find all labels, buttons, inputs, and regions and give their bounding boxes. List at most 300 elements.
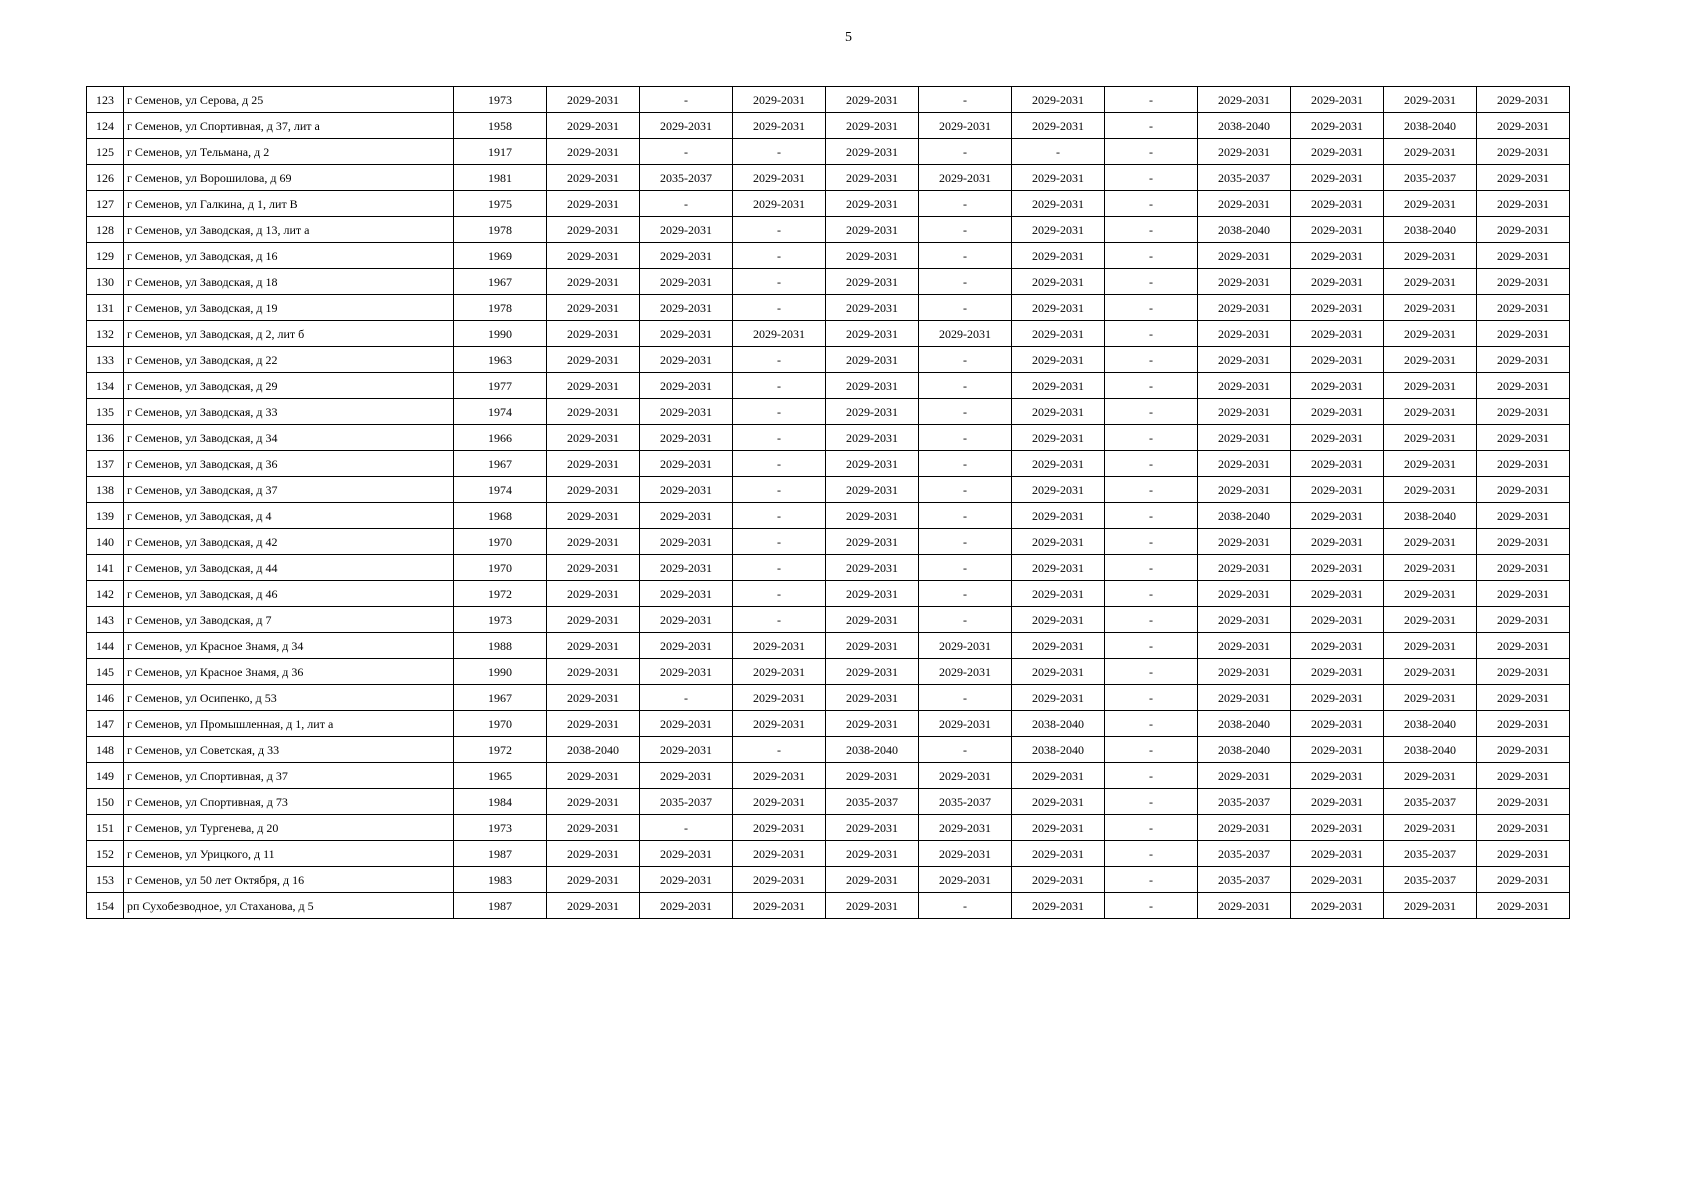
period-cell: 2029-2031 — [1477, 607, 1570, 633]
period-cell: - — [733, 217, 826, 243]
period-cell: 2029-2031 — [1291, 165, 1384, 191]
period-cell: 2029-2031 — [1384, 685, 1477, 711]
address-cell: г Семенов, ул Заводская, д 22 — [124, 347, 454, 373]
period-cell: 2029-2031 — [1012, 789, 1105, 815]
table-row — [87, 295, 1570, 321]
year-cell: 1969 — [454, 243, 547, 269]
table-row — [87, 581, 1570, 607]
period-cell: 2038-2040 — [1198, 217, 1291, 243]
period-cell: - — [919, 373, 1012, 399]
period-cell: 2029-2031 — [547, 243, 640, 269]
period-cell: 2029-2031 — [1198, 763, 1291, 789]
period-cell: - — [733, 295, 826, 321]
row-number-cell: 127 — [87, 191, 124, 217]
row-number-cell: 153 — [87, 867, 124, 893]
period-cell: 2035-2037 — [640, 789, 733, 815]
period-cell: 2029-2031 — [640, 477, 733, 503]
address-cell: г Семенов, ул Урицкого, д 11 — [124, 841, 454, 867]
address-cell: г Семенов, ул Заводская, д 19 — [124, 295, 454, 321]
period-cell: 2029-2031 — [1384, 581, 1477, 607]
period-cell: - — [919, 217, 1012, 243]
period-cell: 2035-2037 — [919, 789, 1012, 815]
period-cell: 2035-2037 — [1198, 789, 1291, 815]
schedule-table — [86, 86, 1570, 919]
year-cell: 1968 — [454, 503, 547, 529]
period-cell: 2029-2031 — [1198, 659, 1291, 685]
period-cell: - — [1012, 139, 1105, 165]
period-cell: 2029-2031 — [1012, 165, 1105, 191]
period-cell: - — [1105, 503, 1198, 529]
period-cell: - — [919, 607, 1012, 633]
table-row — [87, 685, 1570, 711]
period-cell: 2029-2031 — [826, 113, 919, 139]
period-cell: 2029-2031 — [826, 425, 919, 451]
year-cell: 1990 — [454, 659, 547, 685]
period-cell: 2029-2031 — [1291, 217, 1384, 243]
period-cell: 2029-2031 — [733, 659, 826, 685]
period-cell: 2029-2031 — [826, 503, 919, 529]
period-cell: 2029-2031 — [547, 191, 640, 217]
period-cell: - — [1105, 191, 1198, 217]
row-number-cell: 142 — [87, 581, 124, 607]
year-cell: 1981 — [454, 165, 547, 191]
period-cell: 2029-2031 — [640, 529, 733, 555]
period-cell: 2029-2031 — [1477, 503, 1570, 529]
period-cell: 2029-2031 — [1012, 425, 1105, 451]
period-cell: - — [1105, 425, 1198, 451]
period-cell: 2029-2031 — [1384, 815, 1477, 841]
period-cell: 2029-2031 — [1477, 659, 1570, 685]
period-cell: 2029-2031 — [919, 867, 1012, 893]
period-cell: - — [919, 347, 1012, 373]
period-cell: 2029-2031 — [640, 425, 733, 451]
period-cell: 2029-2031 — [1291, 451, 1384, 477]
table-row — [87, 321, 1570, 347]
row-number-cell: 137 — [87, 451, 124, 477]
address-cell: г Семенов, ул Заводская, д 46 — [124, 581, 454, 607]
period-cell: 2029-2031 — [1477, 451, 1570, 477]
period-cell: 2029-2031 — [547, 113, 640, 139]
row-number-cell: 124 — [87, 113, 124, 139]
year-cell: 1988 — [454, 633, 547, 659]
period-cell: - — [733, 347, 826, 373]
period-cell: 2029-2031 — [1291, 243, 1384, 269]
period-cell: 2029-2031 — [1198, 607, 1291, 633]
period-cell: 2029-2031 — [547, 789, 640, 815]
period-cell: 2029-2031 — [733, 815, 826, 841]
period-cell: 2029-2031 — [1477, 477, 1570, 503]
table-row — [87, 399, 1570, 425]
period-cell: - — [1105, 711, 1198, 737]
year-cell: 1967 — [454, 451, 547, 477]
period-cell: - — [733, 243, 826, 269]
period-cell: - — [919, 87, 1012, 113]
table-row — [87, 269, 1570, 295]
row-number-cell: 126 — [87, 165, 124, 191]
row-number-cell: 134 — [87, 373, 124, 399]
year-cell: 1967 — [454, 685, 547, 711]
table-row — [87, 217, 1570, 243]
period-cell: 2029-2031 — [1291, 867, 1384, 893]
period-cell: 2029-2031 — [826, 373, 919, 399]
table-row — [87, 425, 1570, 451]
year-cell: 1990 — [454, 321, 547, 347]
table-row — [87, 373, 1570, 399]
period-cell: 2029-2031 — [1012, 347, 1105, 373]
period-cell: 2029-2031 — [826, 477, 919, 503]
period-cell: - — [733, 451, 826, 477]
table-row — [87, 867, 1570, 893]
period-cell: - — [640, 87, 733, 113]
year-cell: 1973 — [454, 815, 547, 841]
period-cell: 2029-2031 — [1012, 555, 1105, 581]
period-cell: 2029-2031 — [733, 841, 826, 867]
table-row — [87, 113, 1570, 139]
period-cell: 2029-2031 — [547, 581, 640, 607]
period-cell: - — [1105, 555, 1198, 581]
table-row — [87, 191, 1570, 217]
period-cell: 2029-2031 — [640, 893, 733, 919]
period-cell: 2029-2031 — [1198, 347, 1291, 373]
address-cell: г Семенов, ул Красное Знамя, д 34 — [124, 633, 454, 659]
period-cell: 2029-2031 — [547, 685, 640, 711]
period-cell: 2029-2031 — [547, 451, 640, 477]
period-cell: 2038-2040 — [1198, 711, 1291, 737]
period-cell: - — [733, 425, 826, 451]
period-cell: 2029-2031 — [1012, 867, 1105, 893]
period-cell: 2029-2031 — [1291, 763, 1384, 789]
period-cell: 2029-2031 — [1291, 789, 1384, 815]
period-cell: 2029-2031 — [733, 763, 826, 789]
period-cell: 2029-2031 — [1384, 477, 1477, 503]
row-number-cell: 138 — [87, 477, 124, 503]
period-cell: - — [1105, 841, 1198, 867]
period-cell: 2029-2031 — [1477, 867, 1570, 893]
period-cell: 2038-2040 — [1198, 737, 1291, 763]
period-cell: 2029-2031 — [640, 503, 733, 529]
period-cell: 2029-2031 — [1291, 685, 1384, 711]
period-cell: 2029-2031 — [1291, 607, 1384, 633]
period-cell: 2029-2031 — [547, 321, 640, 347]
period-cell: - — [1105, 165, 1198, 191]
period-cell: 2029-2031 — [1012, 893, 1105, 919]
row-number-cell: 145 — [87, 659, 124, 685]
period-cell: 2029-2031 — [733, 867, 826, 893]
period-cell: 2029-2031 — [1291, 87, 1384, 113]
year-cell: 1972 — [454, 737, 547, 763]
period-cell: 2029-2031 — [1384, 633, 1477, 659]
table-row — [87, 893, 1570, 919]
year-cell: 1963 — [454, 347, 547, 373]
period-cell: - — [919, 893, 1012, 919]
period-cell: 2029-2031 — [1291, 477, 1384, 503]
period-cell: 2029-2031 — [1291, 399, 1384, 425]
period-cell: - — [1105, 815, 1198, 841]
period-cell: 2029-2031 — [1012, 503, 1105, 529]
period-cell: 2029-2031 — [547, 217, 640, 243]
period-cell: 2038-2040 — [1384, 217, 1477, 243]
period-cell: - — [733, 607, 826, 633]
period-cell: 2029-2031 — [1012, 269, 1105, 295]
period-cell: 2029-2031 — [547, 295, 640, 321]
period-cell: - — [919, 295, 1012, 321]
period-cell: 2029-2031 — [1384, 87, 1477, 113]
period-cell: - — [919, 477, 1012, 503]
period-cell: 2029-2031 — [826, 607, 919, 633]
period-cell: - — [919, 503, 1012, 529]
period-cell: 2029-2031 — [733, 633, 826, 659]
period-cell: - — [919, 269, 1012, 295]
period-cell: 2029-2031 — [1291, 737, 1384, 763]
period-cell: 2029-2031 — [547, 139, 640, 165]
period-cell: - — [1105, 867, 1198, 893]
period-cell: 2029-2031 — [1477, 321, 1570, 347]
address-cell: г Семенов, ул Заводская, д 29 — [124, 373, 454, 399]
period-cell: 2029-2031 — [547, 867, 640, 893]
year-cell: 1983 — [454, 867, 547, 893]
period-cell: 2029-2031 — [1477, 711, 1570, 737]
period-cell: 2029-2031 — [1198, 477, 1291, 503]
table-row — [87, 243, 1570, 269]
period-cell: 2035-2037 — [1384, 841, 1477, 867]
period-cell: 2038-2040 — [1012, 711, 1105, 737]
period-cell: - — [919, 191, 1012, 217]
period-cell: - — [919, 139, 1012, 165]
address-cell: г Семенов, ул Тургенева, д 20 — [124, 815, 454, 841]
row-number-cell: 143 — [87, 607, 124, 633]
row-number-cell: 148 — [87, 737, 124, 763]
period-cell: 2029-2031 — [1198, 451, 1291, 477]
address-cell: г Семенов, ул Промышленная, д 1, лит а — [124, 711, 454, 737]
period-cell: 2029-2031 — [547, 763, 640, 789]
period-cell: 2029-2031 — [1477, 529, 1570, 555]
period-cell: 2035-2037 — [1384, 789, 1477, 815]
period-cell: 2029-2031 — [919, 165, 1012, 191]
period-cell: - — [1105, 529, 1198, 555]
period-cell: 2029-2031 — [1384, 451, 1477, 477]
period-cell: 2029-2031 — [640, 555, 733, 581]
period-cell: 2029-2031 — [547, 269, 640, 295]
period-cell: 2029-2031 — [1291, 373, 1384, 399]
period-cell: 2029-2031 — [1291, 581, 1384, 607]
period-cell: 2029-2031 — [919, 113, 1012, 139]
period-cell: 2029-2031 — [826, 243, 919, 269]
period-cell: 2029-2031 — [1291, 113, 1384, 139]
period-cell: 2029-2031 — [826, 217, 919, 243]
period-cell: 2029-2031 — [1384, 191, 1477, 217]
period-cell: 2029-2031 — [1198, 529, 1291, 555]
address-cell: г Семенов, ул Спортивная, д 37, лит а — [124, 113, 454, 139]
period-cell: 2029-2031 — [1198, 321, 1291, 347]
period-cell: 2029-2031 — [640, 607, 733, 633]
row-number-cell: 133 — [87, 347, 124, 373]
period-cell: 2029-2031 — [1291, 659, 1384, 685]
period-cell: 2035-2037 — [826, 789, 919, 815]
period-cell: 2029-2031 — [733, 113, 826, 139]
period-cell: - — [919, 529, 1012, 555]
period-cell: 2029-2031 — [1477, 373, 1570, 399]
period-cell: 2029-2031 — [547, 529, 640, 555]
address-cell: г Семенов, ул Красное Знамя, д 36 — [124, 659, 454, 685]
period-cell: 2029-2031 — [826, 347, 919, 373]
row-number-cell: 152 — [87, 841, 124, 867]
row-number-cell: 140 — [87, 529, 124, 555]
period-cell: 2029-2031 — [1477, 165, 1570, 191]
row-number-cell: 128 — [87, 217, 124, 243]
period-cell: 2029-2031 — [1012, 841, 1105, 867]
period-cell: 2029-2031 — [1291, 347, 1384, 373]
period-cell: 2029-2031 — [1198, 191, 1291, 217]
address-cell: рп Сухобезводное, ул Стаханова, д 5 — [124, 893, 454, 919]
address-cell: г Семенов, ул Галкина, д 1, лит В — [124, 191, 454, 217]
address-cell: г Семенов, ул Заводская, д 33 — [124, 399, 454, 425]
period-cell: - — [733, 373, 826, 399]
address-cell: г Семенов, ул Заводская, д 37 — [124, 477, 454, 503]
row-number-cell: 136 — [87, 425, 124, 451]
period-cell: 2029-2031 — [826, 633, 919, 659]
period-cell: 2029-2031 — [1384, 763, 1477, 789]
period-cell: - — [1105, 659, 1198, 685]
row-number-cell: 129 — [87, 243, 124, 269]
address-cell: г Семенов, ул Советская, д 33 — [124, 737, 454, 763]
period-cell: 2029-2031 — [733, 165, 826, 191]
table-row — [87, 87, 1570, 113]
period-cell: 2029-2031 — [1477, 815, 1570, 841]
table-row — [87, 633, 1570, 659]
period-cell: 2038-2040 — [826, 737, 919, 763]
address-cell: г Семенов, ул Заводская, д 36 — [124, 451, 454, 477]
year-cell: 1970 — [454, 555, 547, 581]
period-cell: 2029-2031 — [1477, 789, 1570, 815]
row-number-cell: 144 — [87, 633, 124, 659]
period-cell: - — [1105, 789, 1198, 815]
period-cell: 2029-2031 — [733, 87, 826, 113]
period-cell: - — [919, 243, 1012, 269]
period-cell: - — [919, 555, 1012, 581]
period-cell: 2029-2031 — [1198, 87, 1291, 113]
period-cell: 2029-2031 — [1477, 633, 1570, 659]
period-cell: 2029-2031 — [826, 399, 919, 425]
period-cell: 2029-2031 — [1012, 659, 1105, 685]
period-cell: 2035-2037 — [1384, 867, 1477, 893]
period-cell: 2029-2031 — [919, 841, 1012, 867]
period-cell: 2029-2031 — [1012, 399, 1105, 425]
year-cell: 1965 — [454, 763, 547, 789]
period-cell: - — [1105, 217, 1198, 243]
period-cell: 2038-2040 — [1384, 113, 1477, 139]
period-cell: - — [733, 555, 826, 581]
period-cell: 2035-2037 — [1198, 165, 1291, 191]
row-number-cell: 123 — [87, 87, 124, 113]
period-cell: 2029-2031 — [1477, 269, 1570, 295]
period-cell: 2029-2031 — [1384, 321, 1477, 347]
row-number-cell: 125 — [87, 139, 124, 165]
period-cell: 2029-2031 — [1384, 607, 1477, 633]
period-cell: 2029-2031 — [640, 763, 733, 789]
period-cell: - — [1105, 477, 1198, 503]
year-cell: 1970 — [454, 529, 547, 555]
year-cell: 1972 — [454, 581, 547, 607]
table-row — [87, 789, 1570, 815]
period-cell: 2029-2031 — [640, 269, 733, 295]
period-cell: 2029-2031 — [733, 321, 826, 347]
period-cell: 2029-2031 — [640, 243, 733, 269]
period-cell: 2029-2031 — [1384, 373, 1477, 399]
period-cell: 2029-2031 — [1291, 893, 1384, 919]
period-cell: 2029-2031 — [1384, 347, 1477, 373]
address-cell: г Семенов, ул Заводская, д 18 — [124, 269, 454, 295]
year-cell: 1967 — [454, 269, 547, 295]
period-cell: - — [1105, 893, 1198, 919]
period-cell: 2029-2031 — [826, 685, 919, 711]
period-cell: 2029-2031 — [640, 295, 733, 321]
address-cell: г Семенов, ул Тельмана, д 2 — [124, 139, 454, 165]
table-row — [87, 139, 1570, 165]
row-number-cell: 146 — [87, 685, 124, 711]
address-cell: г Семенов, ул Ворошилова, д 69 — [124, 165, 454, 191]
period-cell: 2029-2031 — [640, 347, 733, 373]
row-number-cell: 130 — [87, 269, 124, 295]
row-number-cell: 139 — [87, 503, 124, 529]
period-cell: 2029-2031 — [1198, 295, 1291, 321]
period-cell: - — [640, 139, 733, 165]
period-cell: 2029-2031 — [1477, 841, 1570, 867]
period-cell: 2029-2031 — [1012, 321, 1105, 347]
period-cell: 2029-2031 — [1198, 399, 1291, 425]
address-cell: г Семенов, ул Заводская, д 13, лит а — [124, 217, 454, 243]
period-cell: 2029-2031 — [1012, 217, 1105, 243]
period-cell: - — [1105, 269, 1198, 295]
period-cell: 2029-2031 — [1477, 685, 1570, 711]
period-cell: 2029-2031 — [547, 503, 640, 529]
period-cell: - — [919, 451, 1012, 477]
address-cell: г Семенов, ул Спортивная, д 37 — [124, 763, 454, 789]
row-number-cell: 132 — [87, 321, 124, 347]
period-cell: 2029-2031 — [640, 217, 733, 243]
period-cell: 2029-2031 — [640, 581, 733, 607]
period-cell: 2029-2031 — [1012, 763, 1105, 789]
period-cell: 2029-2031 — [1291, 139, 1384, 165]
period-cell: 2029-2031 — [547, 373, 640, 399]
period-cell: - — [1105, 295, 1198, 321]
period-cell: 2029-2031 — [1198, 425, 1291, 451]
period-cell: 2029-2031 — [547, 633, 640, 659]
period-cell: 2029-2031 — [919, 633, 1012, 659]
period-cell: 2038-2040 — [1384, 711, 1477, 737]
period-cell: 2029-2031 — [1384, 659, 1477, 685]
period-cell: 2029-2031 — [1291, 321, 1384, 347]
table-row — [87, 763, 1570, 789]
period-cell: 2029-2031 — [547, 815, 640, 841]
period-cell: 2038-2040 — [1198, 503, 1291, 529]
period-cell: 2029-2031 — [1477, 581, 1570, 607]
period-cell: 2029-2031 — [1291, 815, 1384, 841]
period-cell: 2029-2031 — [733, 191, 826, 217]
period-cell: 2029-2031 — [919, 711, 1012, 737]
period-cell: - — [640, 191, 733, 217]
table-row — [87, 841, 1570, 867]
period-cell: 2029-2031 — [1291, 633, 1384, 659]
period-cell: 2029-2031 — [1012, 243, 1105, 269]
period-cell: - — [733, 737, 826, 763]
table-row — [87, 815, 1570, 841]
period-cell: 2029-2031 — [640, 737, 733, 763]
period-cell: - — [733, 503, 826, 529]
period-cell: 2029-2031 — [1198, 555, 1291, 581]
row-number-cell: 149 — [87, 763, 124, 789]
period-cell: 2029-2031 — [733, 893, 826, 919]
period-cell: 2029-2031 — [826, 269, 919, 295]
